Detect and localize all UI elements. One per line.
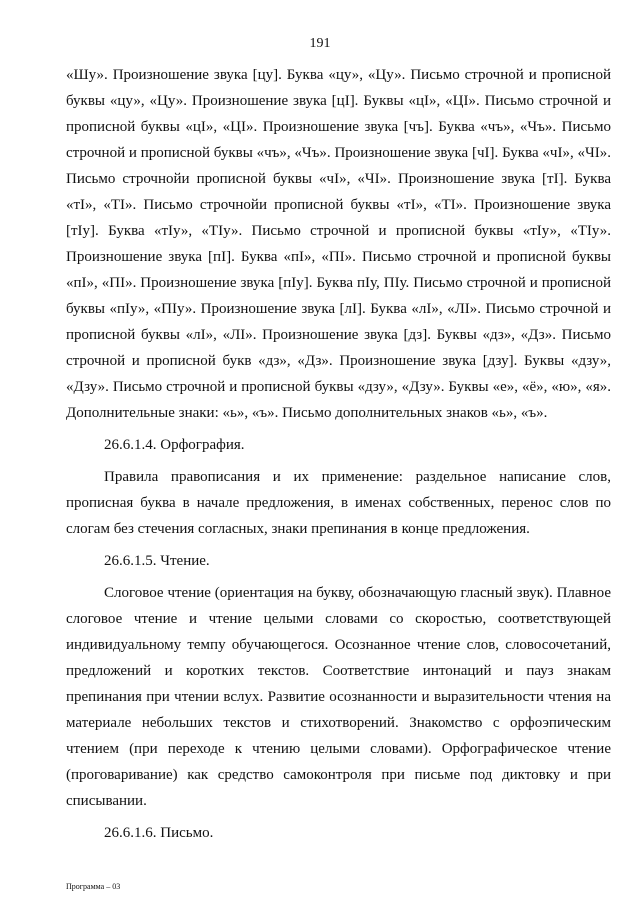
- section-heading-writing: 26.6.1.6. Письмо.: [104, 825, 214, 841]
- page-number: 191: [309, 36, 331, 51]
- page-footer: Программа – 03: [66, 882, 121, 891]
- paragraph-reading: Слоговое чтение (ориентация на букву, обозначающую гласный звук). Плавное слоговое чтение и чтение целыми словами со скоростью, соответствующей индивидуальному темпу обучающегося. Осознанное чтение слов, словосочетаний, предложений и коротких текстов. Соответствие интонаций и пауз знакам препинания при чтении вслух. Развитие осознанности и выразительности чтения на материале небольших текстов и стихотворений. Знакомство с орфоэпическим чтением (при переходе к чтению целыми словами). Орфографическое чтение (проговаривание) как средство самоконтроля при письме под диктовку и при списывании.: [66, 585, 611, 809]
- paragraph-letters-continuation: «Шу». Произношение звука [цу]. Буква «цу», «Цу». Письмо строчной и прописной буквы «цу», «Цу». Произношение звука [цI]. Буквы «цI», «ЦI». Письмо строчной и прописной буквы «цI», «ЦI». Произношение звука [чъ]. Буква «чъ», «Чъ». Письмо строчной и прописной буквы «чъ», «Чъ». Произношение звука [чI]. Буква «чI», «ЧI». Письмо строчнойи прописной буквы «чI», «ЧI». Произношение звука [тI]. Буква «тI», «ТI». Письмо строчнойи прописной буквы «тI», «ТI». Произношение звука [тIу]. Буква «тIу», «ТIу». Письмо строчной и прописной буквы «тIу», «ТIу». Произношение звука [пI]. Буква «пI», «ПI». Письмо строчной и прописной буквы «пI», «ПI». Произношение звука [пIу]. Буква пIу, ПIу. Письмо строчной и прописной буквы «пIу», «ПIу». Произношение звука [лI]. Буква «лI», «ЛI». Письмо строчной и прописной буквы «лI», «ЛI». Произношение звука [дз]. Буквы «дз», «Дз». Письмо строчной и прописной букв «дз», «Дз». Произношение звука [дзу]. Буквы «дзу», «Дзу». Письмо строчной и прописной буквы «дзу», «Дзу». Буквы «е», «ё», «ю», «я». Дополнительные знаки: «ь», «ъ». Письмо дополнительных знаков «ь», «ъ».: [66, 67, 611, 421]
- section-heading-reading: 26.6.1.5. Чтение.: [104, 553, 210, 569]
- paragraph-orthography-rules: Правила правописания и их применение: раздельное написание слов, прописная буква в начале предложения, в именах собственных, перенос слов по слогам без стечения согласных, знаки препинания в конце предложения.: [66, 469, 611, 537]
- body-text: [66, 62, 611, 852]
- section-heading-orthography: 26.6.1.4. Орфография.: [104, 437, 245, 453]
